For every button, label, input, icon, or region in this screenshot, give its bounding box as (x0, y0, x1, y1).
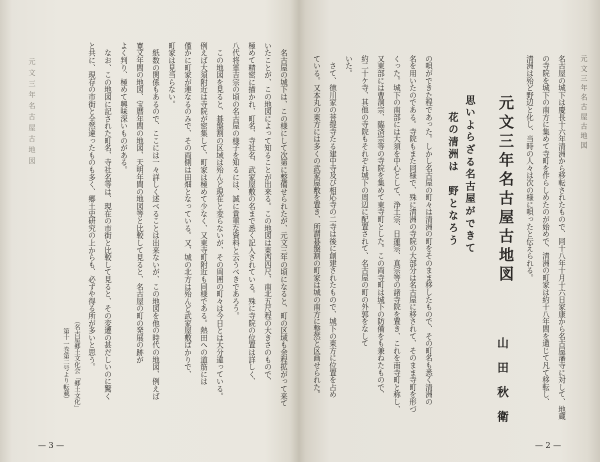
text-column: 又東部には曹洞宗、臨済宗等の寺院を集めて東寺町とした。この両寺町は城下の防備をも兼ねたもので、 (377, 55, 386, 399)
text-column: 極めて精密に描かれ、町名、寺社名、武家屋敷の名まで悉く記入されている。殊に寺院の位置は詳しく、 (248, 42, 257, 386)
song-line-1: 思いよらざる名古屋ができて (463, 95, 474, 255)
source-note (58, 318, 82, 430)
text-column: 名古屋の城下は、この様にして次第に整備せられたが、元文三年の頃になると、町の区域も余程拡がって来て (280, 42, 289, 407)
body-text-left (84, 42, 292, 428)
text-column: よく判り、極めて興味深いものがある。 (120, 42, 129, 174)
text-column: いたことが、この地図によって知ることが出来る。この地図は東西四尺、南北五尺程の大きさのもので、 (264, 42, 273, 386)
text-column: 例えば大須附近は寺院が密集して、町家は極めて少なく、又東寺町附近も同様である。熱田への道筋には (200, 42, 209, 386)
running-head-left: 元文三年名古屋古地図 (28, 58, 36, 168)
text-column: 紙数の関係もあるので、ここには一々詳しく述べることは出来ないが、この地図を他の時代の地図、例えば (152, 42, 161, 400)
page-number-left: — 3 — (38, 441, 65, 450)
text-column: 清洲は殆ど野辺と化し、当時の人々は次の様に唄ったと伝えられる。 (526, 55, 535, 282)
text-column: この地図を見ると、碁盤割の区域は殆んど現在と変らないが、その周囲の町々は今日とは大分違っている。 (216, 42, 225, 400)
text-column: なお、この地図に記された町名、寺社名等は、現在の市街と比較して見ると、その変遷の甚だしいのに驚く (104, 42, 113, 400)
text-column: 町家は見当らない。 (168, 42, 177, 108)
text-column: 名古屋の城下は慶長十六年清洲から移転されたもので、同十八年十月十六日家康から名古屋藩寺に対して、地蔵 (558, 55, 567, 420)
article-title: 元文三年名古屋古地図 (497, 95, 515, 285)
body-text-right (309, 55, 437, 433)
running-head-right: 元文三年名古屋古地図 (580, 55, 588, 151)
lead-paragraph (522, 55, 570, 433)
page-number-right: — 2 — (535, 441, 562, 450)
source-note-line: （名古屋郷土文化会「郷土文化」 (73, 318, 80, 411)
text-column: と共に、現存の市街と全然違ったものも多く、郷土史研究の上からも、必ずや得る所が多いと思う。 (88, 42, 97, 371)
text-column: 寛文年間の地図、宝暦年間の地図、天明年間の地図等と比較して見ると、名古屋の町の発展の跡が (136, 42, 145, 364)
author-name: 山田秋衛 (496, 337, 510, 435)
song-line-2: 花の清洲は 野となろう (446, 112, 457, 248)
text-column: 約二十ケ寺、其他の寺院もそれぞれ城下の周辺に配置されて、名古屋の町の外郭をなして (361, 55, 370, 347)
text-column: さて、徳川家の菩提寺たる建中寺及び相応寺の二寺は後に創建されたもので、城下の東方に位置を占め (329, 55, 338, 399)
text-column: 名を用いたのである。寺院もまた同様で、殊に清洲の寺院の大部分は名古屋に移されて、そのまま寺町を形づ (409, 55, 418, 413)
text-column: ている。又本丸の東方には多くの武家屋敷を置き、所謂碁盤割の町家は城の南方に整然と区画せられた。 (313, 55, 322, 399)
text-column: くった。城下の南部には大須を中心として、浄土宗、日蓮宗、真宗等の諸寺院を置き、これを南寺町と称し、 (393, 55, 402, 413)
text-column: の唄ができた程であった。しかし名古屋の町々は清洲の町をそのまま移したもので、その町名も悉く清洲の (425, 55, 434, 406)
text-column: の寺院を城下の南方に集めて寺町を作らしめたのが始めで、清洲の町家は約十八年間を通じて凡て移転し、 (542, 55, 551, 406)
source-note-line: 第十一巻第二号より転載） (62, 328, 69, 403)
text-column: いた。 (345, 55, 354, 77)
text-column: 八代将軍吉宗の頃の名古屋の様子を知るには、誠に貴重な資料と云うべきであろう。 (232, 42, 241, 320)
text-column: 僅かに町家が連なるのみで、その両側は田畑となっている。又、城の北方は殆んど武家屋敷ばかりで、 (184, 42, 193, 378)
